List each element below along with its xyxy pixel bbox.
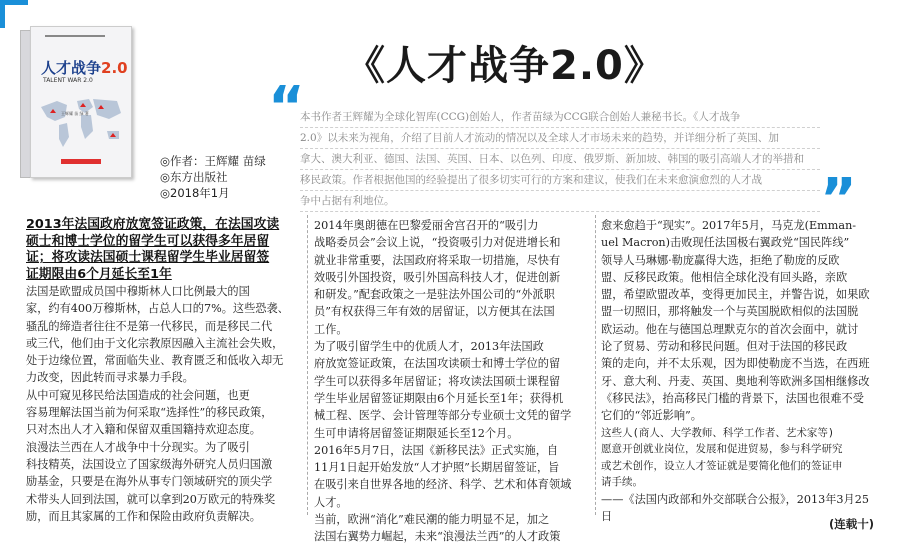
quoted-statement: 这些人(商人、大学教师、科学工作者、艺术家等) 愿意开创就业岗位，发展和促进贸易，参与科学研究 或艺术创作，设立人才签证就是要简化他们的签证申 请手续。 [601,426,843,489]
section-headline: 2013年法国政府放宽签证政策，在法国攻读 硕士和博士学位的留学生可以获得多年居留 证；将攻读法国硕士课程留学生毕业居留签 证期限由6个月延长至1年 [26,217,280,282]
book-cover [20,20,138,180]
book-cover-front [30,26,132,178]
intro-line: 争中占据有利地位。 [300,191,820,212]
article-column-3 [601,217,877,525]
intro-line: 本书作者王辉耀为全球化智库(CCG)创始人，作者苗绿为CCG联合创始人兼秘书长。《人才战争 [300,107,820,128]
article-body: 愈来愈趋于“现实”。2017年5月，马克龙(Emman- uel Macron)击败现任法国极右翼政党“国民阵线” 领导人马琳娜·勒庞赢得大选，拒绝了勒庞的反欧 盟、反移民政策。他相信全球化没有回头路，亲欧 盟，希望欧盟改革，变得更加民主，并警告说，如果欧 盟一切照旧，那将触发一个与英国脱欧相似的法国脱 欧运动。他在与德国总理默克尔的首次会面中，就讨 论了贸易、劳动和移民问题。但对于法国的移民政 策的走向，并不太乐观，因为即使勒庞不当选，在西班 牙、意大利、丹麦、英国、奥地利等欧洲多国相继修改 《移民法》，抬高移民门槛的背景下，法国也很难不受 它们的“邻近影响”。 [601,219,870,423]
world-map-graphic [37,87,125,157]
book-cover-topline [45,35,105,37]
book-cover-version: 2.0 [101,59,128,77]
intro-line: 2.0》以未来为视角，介绍了目前人才流动的情况以及全球人才市场未来的趋势，并详细分析了英国、加 [300,128,820,149]
book-info [160,153,266,201]
column-divider [307,215,308,515]
intro-line: 移民政策。作者根据他国的经验提出了很多切实可行的方案和建议，使我们在未来愈演愈烈的人才战 [300,170,820,191]
page-title: 《人才战争2.0》 [345,43,665,89]
series-number: (连载十) [828,517,874,531]
book-cover-authors: 王辉耀 苗 绿 著 [61,111,89,116]
article-body: 法国是欧盟成员国中穆斯林人口比例最大的国 家，约有400万穆斯林，占总人口的7%。这些恐袭、 骚乱的缔造者往往不是第一代移民，而是移民二代 或三代，他们由于文化宗教原因融入主流社会失败， 处于边缘位置，常面临失业、教育匮乏和低收入却无 力改变，因此转而寻求暴力手段。 从中可窥见移民给法国造成的社会问题，也更 容易理解法国当前为何采取“选择性”的移民政策， 只对杰出人才入籍和保留双重国籍持欢迎态度。 浪漫法兰西在人才战争中十分现实。为了吸引 科技精英，法国设立了国家级海外研究人员归国激 励基金，只要是在海外从事专门领域研究的顶尖学 术带头人回到法国，就可以拿到20万欧元的特殊奖 励，而且其家属的工作和保险由政府负责解决。 [26,285,289,523]
publisher-logo [61,159,101,164]
close-quote-icon: ” [820,167,857,232]
article-column-1 [26,217,302,525]
column-divider [595,215,596,515]
book-info-publisher: ◎东方出版社 [160,170,228,184]
book-cover-title: 人才战争2.0 [41,59,128,77]
book-info-author: ◎作者：王辉耀 苗绿 [160,154,266,168]
book-info-date: ◎2018年1月 [160,186,230,200]
open-quote-icon: “ [268,75,305,140]
quote-source: ——《法国内政部和外交部联合公报》，2013年3月25 日 [601,492,869,523]
book-cover-subtitle: TALENT WAR 2.0 [43,77,93,84]
book-introduction [300,107,820,212]
intro-line: 拿大、澳大利亚、德国、法国、英国、日本、以色列、印度、俄罗斯、新加坡、韩国的吸引高端人才的举措和 [300,149,820,170]
article-column-2: 2014年奥朗德在巴黎爱丽舍宫召开的“吸引力 战略委员会”会议上说，“投资吸引力对促进增长和 就业非常重要，法国政府将采取一切措施，尽快有 效吸引外国投资，吸引外国高科技人才，促进创新 和研发。”配套政策之一是驻法外国公司的“外派职 员”有权获得三年有效的居留证，以方便其在法国 工作。 为了吸引留学生中的优质人才，2013年法国政 府放宽签证政策，在法国攻读硕士和博士学位的留 学生可以获得多年居留证；将攻读法国硕士课程留 学生毕业居留签证期限由6个月延长至1年；获得机 械工程、医学、会计管理等部分专业硕士文凭的留学 生可申请将居留签证期限延长至12个月。 2016年5月7日，法国《新移民法》正式实施，自 11月1日起开始发放“人才护照”长期居留签证，旨 在吸引来自世界各地的经济、科学、艺术和体育领域 人才。 当前，欧洲“消化”难民潮的能力明显不足，加之 法国右翼势力崛起，未来“浪漫法兰西”的人才政策 [314,219,572,544]
